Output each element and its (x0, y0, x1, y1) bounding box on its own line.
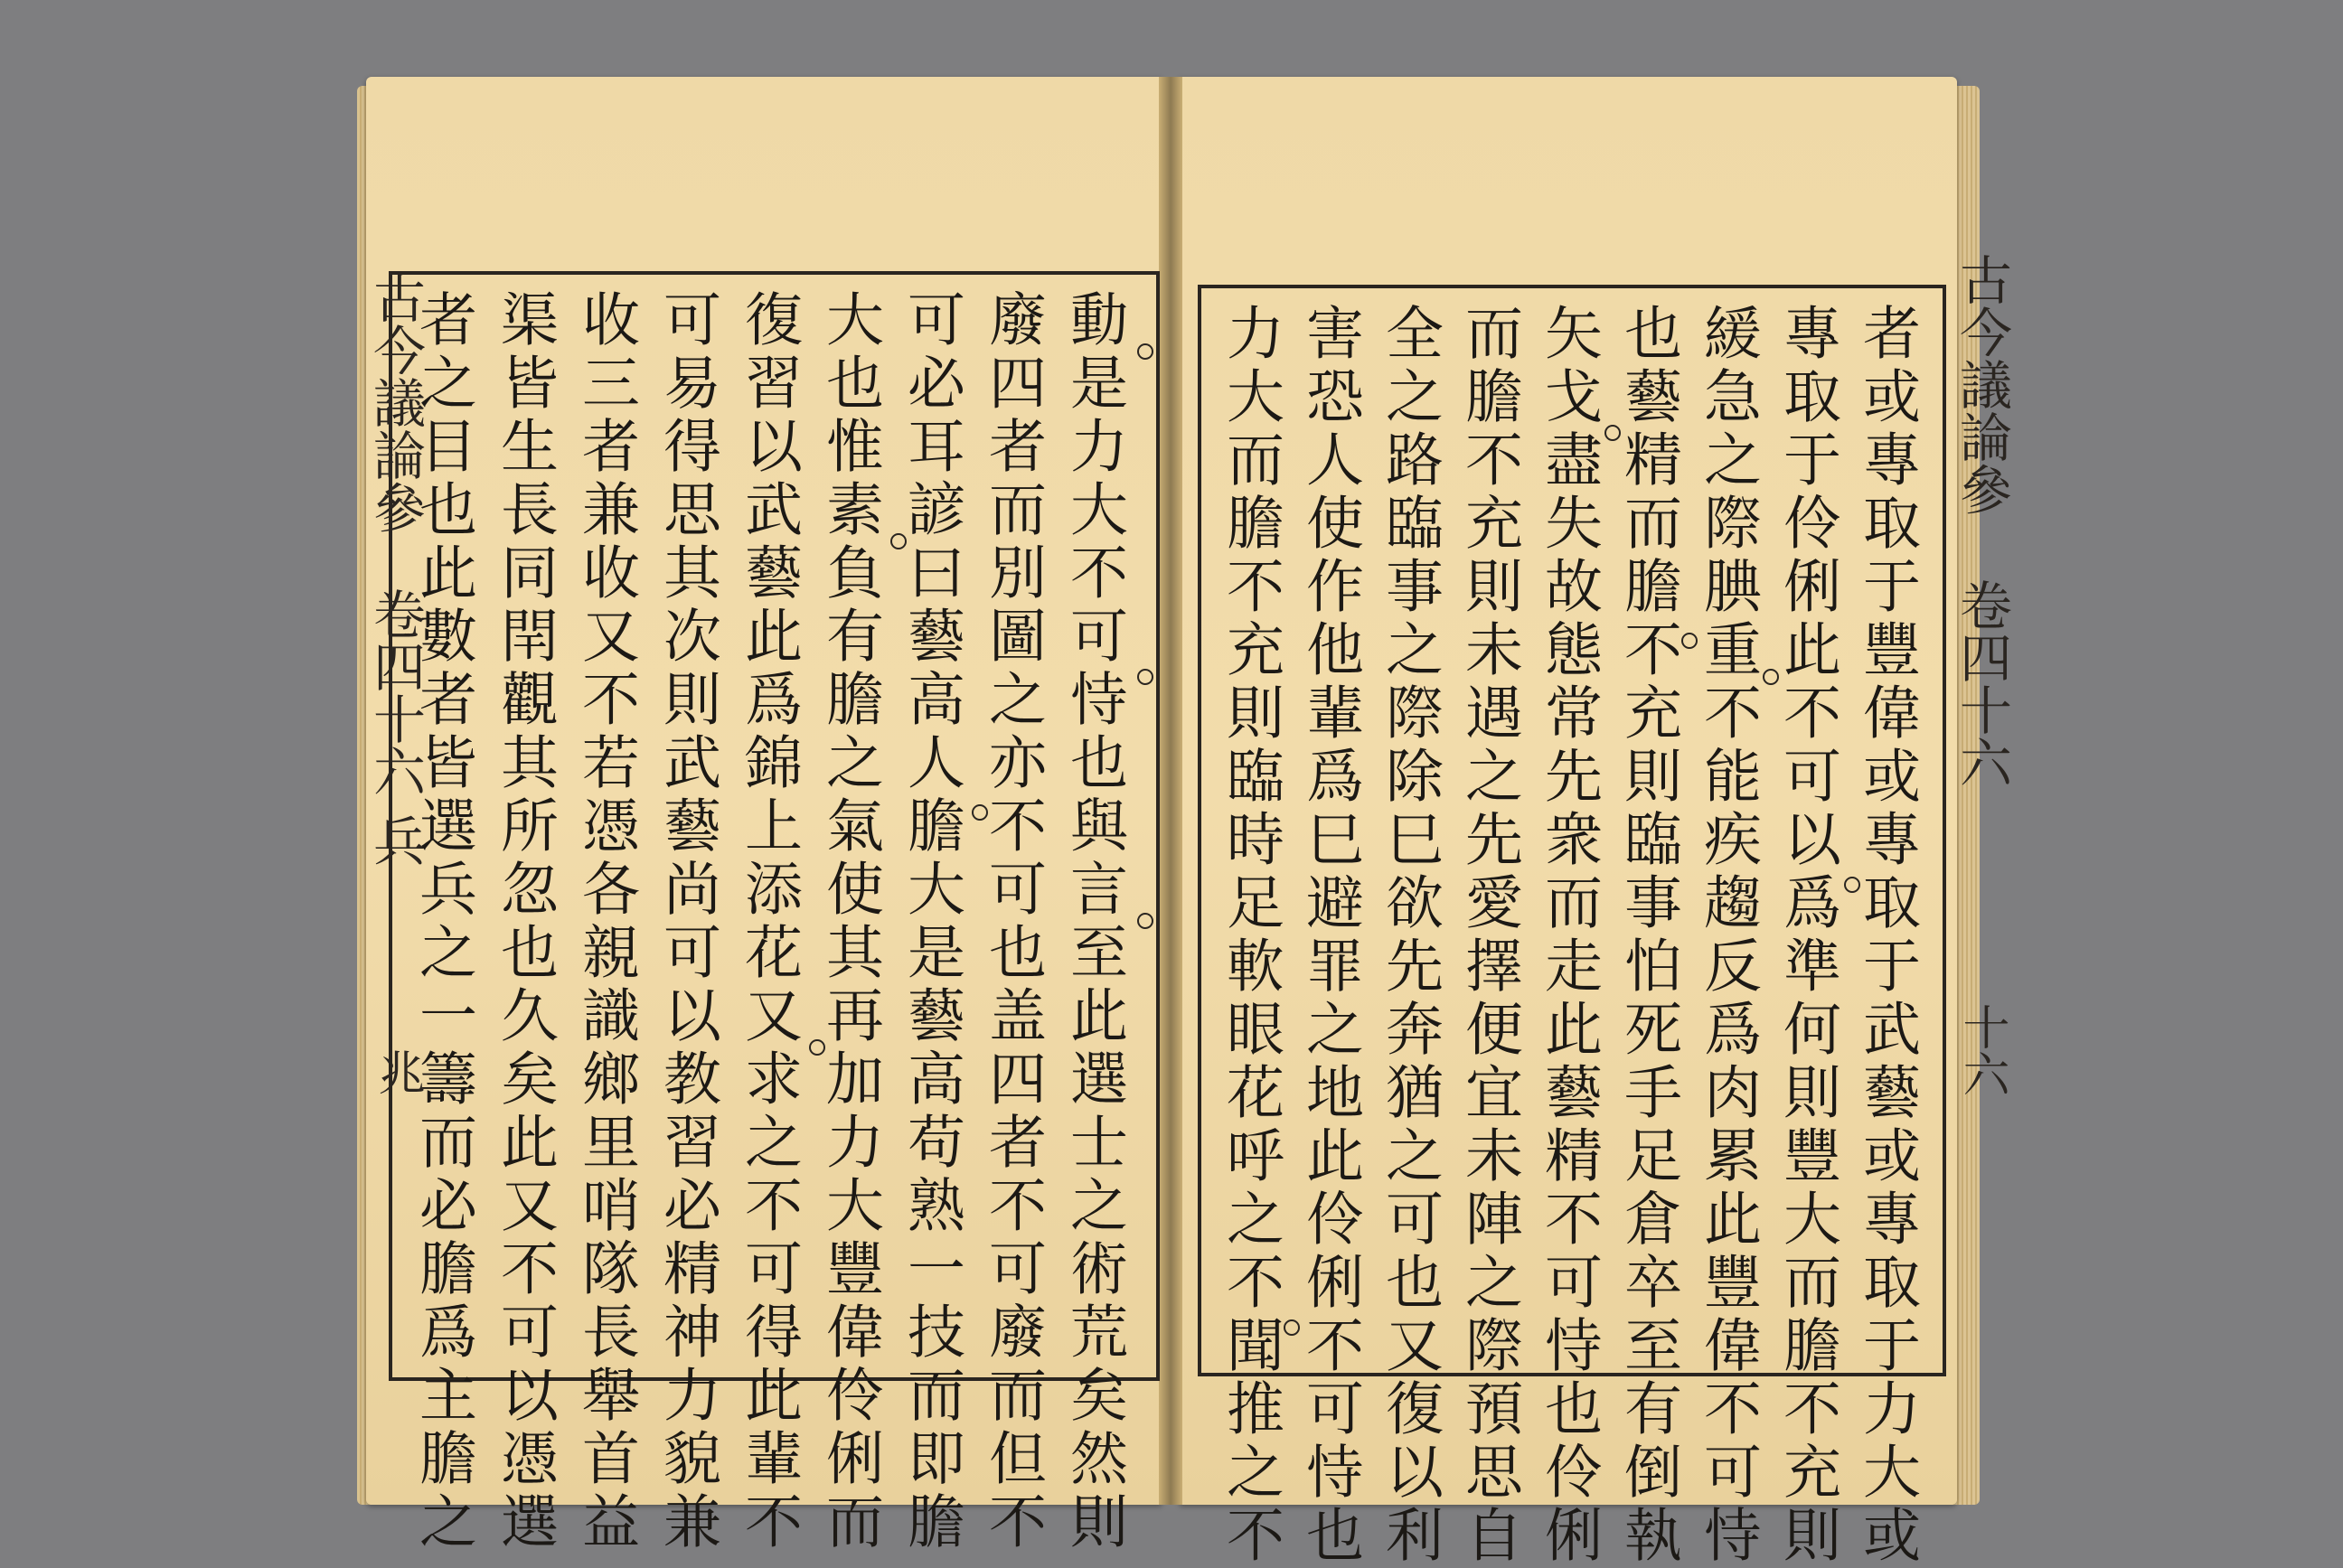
left-column-4: 大也惟素負有膽之氣使其再加力大豐偉伶俐而 (816, 289, 883, 1554)
book-gutter (1159, 77, 1182, 1505)
left-column-6: 可易得思其次則武藝尚可以教習必精神力貌兼 (654, 289, 720, 1554)
left-column-1: 動是力大不可恃也與言至此選士之術荒矣然則 (1060, 289, 1127, 1554)
punctuation-circle (1681, 633, 1698, 649)
right-column-5: 矢戈盡失故態常先衆而走此藝精不可恃也伶俐 (1535, 303, 1602, 1568)
right-column-3: 緩急之際腆重不能疾趨反爲肉累此豐偉不可恃 (1694, 303, 1761, 1568)
left-margin-section: 卷四十六 兵 (364, 587, 426, 867)
punctuation-circle (1604, 425, 1621, 441)
right-column-4: 也藝精而膽不充則臨事怕死手足倉卒至有倒執 (1614, 303, 1681, 1568)
right-margin-title: 古今議論參 (1951, 253, 2012, 515)
punctuation-circle (1137, 669, 1153, 685)
right-column-6: 而膽不充則未遇之先愛擇便宜未陣之際預思自 (1455, 303, 1522, 1568)
punctuation-circle (890, 533, 907, 549)
punctuation-circle (1844, 877, 1860, 893)
punctuation-circle (1284, 1319, 1300, 1336)
left-page-number: 兆 (370, 1048, 424, 1095)
punctuation-circle (1763, 669, 1779, 685)
punctuation-circle (809, 1039, 825, 1056)
punctuation-circle (972, 804, 988, 821)
right-column-7: 全之路臨事之際除巳欲先奔猶之可也又復以利 (1376, 303, 1443, 1568)
right-column-1: 者或專取于豐偉或專取于武藝或專取于力大或 (1853, 303, 1920, 1568)
punctuation-circle (1137, 343, 1153, 360)
right-page-number: 十六 (1954, 1003, 2009, 1097)
right-column-8: 害恐人使作他輩爲巳避罪之地此伶俐不可恃也 (1296, 303, 1363, 1568)
left-column-5: 復習以武藝此爲錦上添花又求之不可得此輩不 (735, 289, 802, 1554)
left-column-9: 者之目也此數者皆選兵之一籌而必膽爲主膽之 (409, 289, 476, 1554)
left-column-3: 可必耳諺曰藝高人膽大是藝高苟熟一技而即膽 (898, 289, 964, 1554)
right-column-9: 力大而膽不充則臨時足軟眼花呼之不聞推之不 (1217, 303, 1284, 1568)
punctuation-circle (1137, 913, 1153, 929)
right-column-2: 專取于伶俐此不可以爲準何則豐大而膽不充則 (1774, 303, 1840, 1568)
left-column-8: 渠皆生長同閈觀其所忽也久矣此又不可以憑選 (491, 289, 558, 1554)
right-margin-section: 卷四十六 (1951, 578, 2012, 788)
left-column-2: 廢四者而別圖之亦不可也盖四者不可廢而但不 (979, 289, 1046, 1554)
left-column-7: 收三者兼收又不若憑各親識鄉里哨隊長舉首益 (572, 289, 639, 1554)
left-margin-title: 古今議論參 (364, 271, 426, 533)
